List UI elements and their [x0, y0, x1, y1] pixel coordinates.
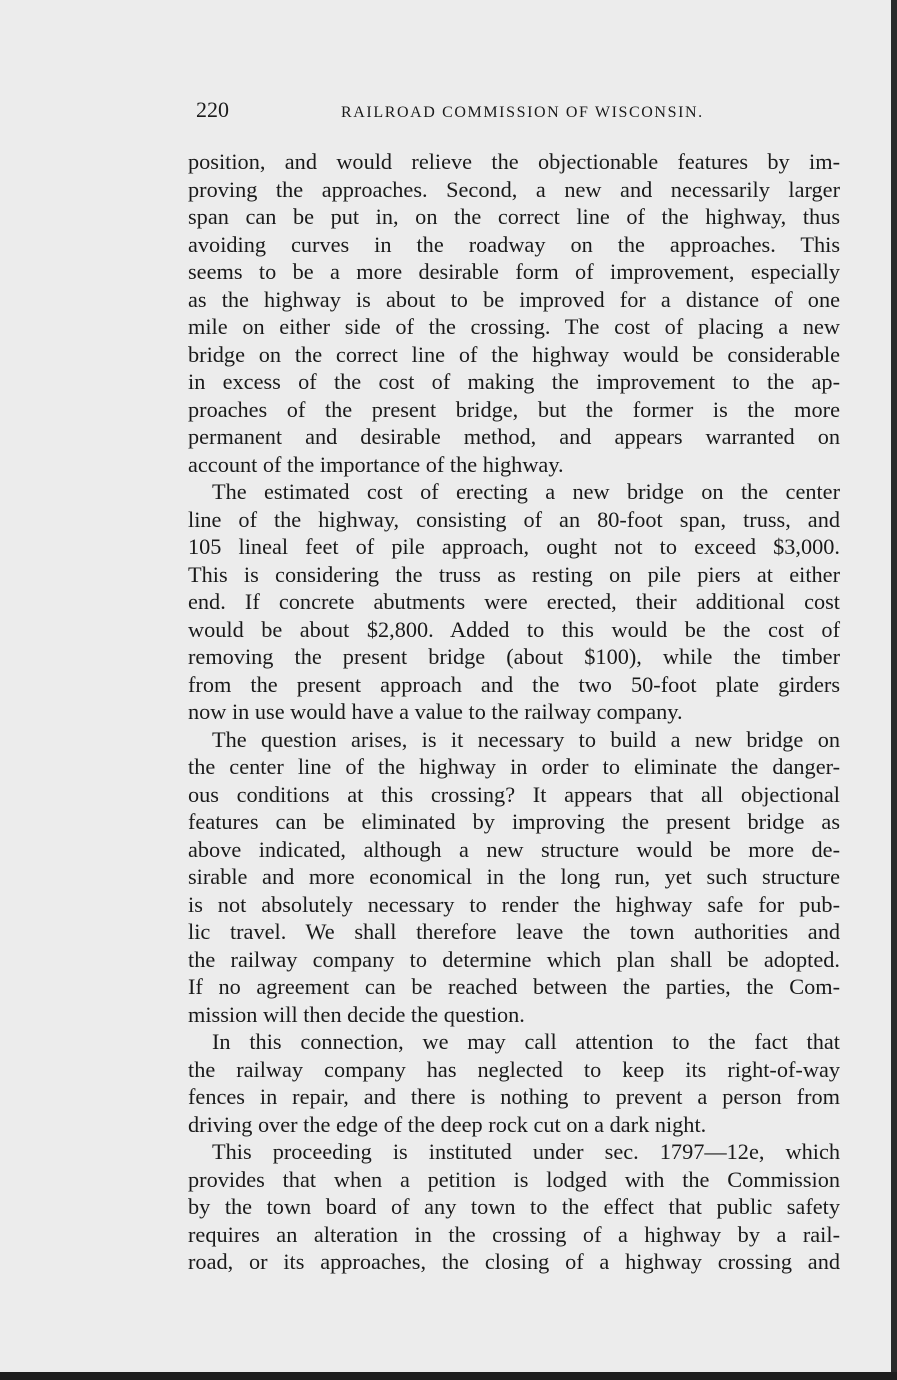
text-line: provides that when a petition is lodged with the Commission — [188, 1166, 840, 1192]
text-line: features can be eliminated by improving the present bridge as — [188, 809, 840, 834]
paragraph — [188, 726, 840, 1029]
text-line: If no agreement can be reached between the parties, the Com- — [188, 974, 840, 999]
scan-edge-bottom — [0, 1372, 897, 1380]
text-line: the railway company has neglected to keep its right-of-way — [188, 1056, 840, 1082]
text-line: as the highway is about to be improved for a distance of one — [188, 286, 840, 312]
text-line: proaches of the present bridge, but the former is the more — [188, 396, 840, 422]
text-line: permanent and desirable method, and appears warranted on — [188, 424, 840, 449]
paragraph — [188, 148, 840, 478]
text-line: position, and would relieve the objectionable features by im- — [188, 149, 840, 174]
scan-edge-right — [891, 0, 897, 1380]
text-line: lic travel. We shall therefore leave the town authorities and — [188, 919, 840, 944]
text-line: ous conditions at this crossing? It appears that all objectional — [188, 781, 840, 807]
text-line: the center line of the highway in order to eliminate the danger- — [188, 754, 840, 779]
body-text — [188, 148, 840, 1276]
text-line: would be about $2,800. Added to this would be the cost of — [188, 616, 840, 642]
text-line: road, or its approaches, the closing of a highway crossing and — [188, 1249, 840, 1274]
text-line: from the present approach and the two 50-foot plate girders — [188, 671, 840, 697]
paragraph — [188, 1028, 840, 1138]
text-line: in excess of the cost of making the improvement to the ap- — [188, 369, 840, 394]
paragraph — [188, 1138, 840, 1276]
text-line: avoiding curves in the roadway on the approaches. This — [188, 231, 840, 257]
text-line: end. If concrete abutments were erected, their additional cost — [188, 589, 840, 614]
text-line: line of the highway, consisting of an 80-foot span, truss, and — [188, 506, 840, 532]
running-head: RAILROAD COMMISSION OF WISCONSIN. — [341, 104, 704, 121]
text-line: seems to be a more desirable form of improvement, especially — [188, 259, 840, 284]
text-line: mile on either side of the crossing. The cost of placing a new — [188, 314, 840, 339]
text-line: 105 lineal feet of pile approach, ought not to exceed $3,000. — [188, 534, 840, 559]
text-line: driving over the edge of the deep rock cut on a dark night. — [188, 1111, 707, 1137]
text-line: bridge on the correct line of the highway would be considerable — [188, 341, 840, 367]
text-line: fences in repair, and there is nothing to prevent a person from — [188, 1084, 840, 1109]
paragraph — [188, 478, 840, 726]
text-line: This proceeding is instituted under sec. 1797—12e, which — [212, 1139, 840, 1164]
text-line: This is considering the truss as resting on pile piers at either — [188, 561, 840, 587]
text-line: sirable and more economical in the long run, yet such structure — [188, 864, 840, 889]
page-header — [196, 94, 846, 126]
text-line: removing the present bridge (about $100), while the timber — [188, 644, 840, 669]
text-line: is not absolutely necessary to render the highway safe for pub- — [188, 891, 840, 917]
text-line: proving the approaches. Second, a new and necessarily larger — [188, 176, 840, 202]
text-line: mission will then decide the question. — [188, 1001, 525, 1027]
text-line: The estimated cost of erecting a new bridge on the center — [212, 479, 840, 504]
text-line: the railway company to determine which plan shall be adopted. — [188, 946, 840, 972]
text-line: by the town board of any town to the effect that public safety — [188, 1194, 840, 1219]
text-line: requires an alteration in the crossing of a highway by a rail- — [188, 1221, 840, 1247]
text-line: span can be put in, on the correct line of the highway, thus — [188, 204, 840, 229]
text-line: The question arises, is it necessary to build a new bridge on — [212, 726, 840, 752]
text-line: now in use would have a value to the railway company. — [188, 699, 683, 724]
text-line: account of the importance of the highway. — [188, 451, 564, 477]
text-line: above indicated, although a new structure would be more de- — [188, 836, 840, 862]
page-number: 220 — [196, 97, 229, 122]
text-line: In this connection, we may call attention to the fact that — [212, 1029, 840, 1054]
